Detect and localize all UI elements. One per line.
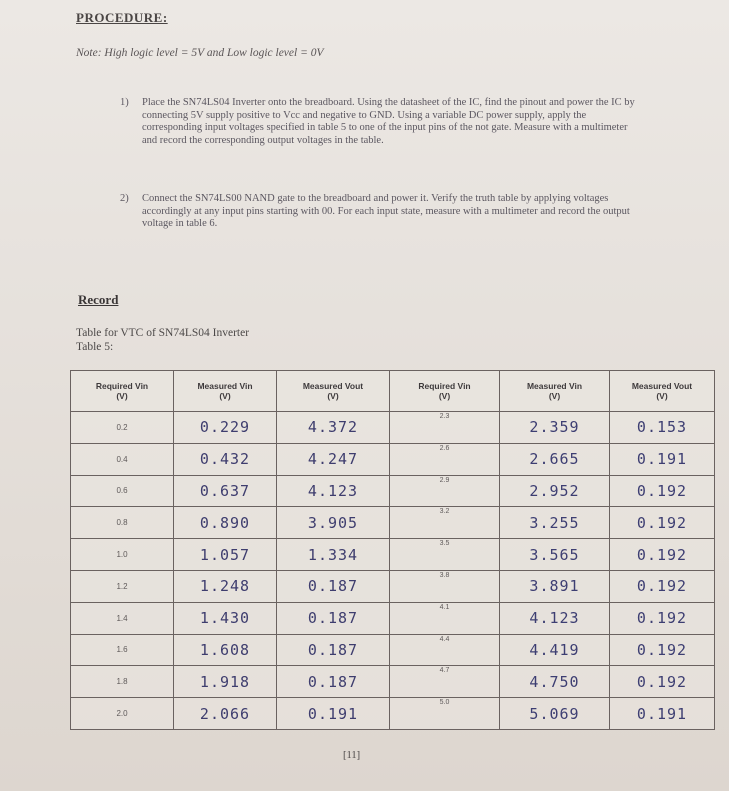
measured-vin-cell: 3.565 <box>500 539 610 571</box>
measured-vout-cell: 0.187 <box>277 602 390 634</box>
measured-vin-cell: 4.750 <box>500 666 610 698</box>
measured-vin-cell: 1.430 <box>174 602 277 634</box>
table-row <box>71 412 715 444</box>
measured-vin-cell: 1.918 <box>174 666 277 698</box>
header-measured-vin-2: Measured Vin (V) <box>500 371 610 412</box>
step-text: Connect the SN74LS00 NAND gate to the breadboard and power it. Verify the truth table by applying voltages accordingly at any input pins starting with 00. For each input state, measure with a multimeter and record the output voltage in table 6. <box>142 193 630 229</box>
measured-vout-cell: 3.905 <box>277 507 390 539</box>
header-measured-vout-1: Measured Vout (V) <box>277 371 390 412</box>
table-row <box>71 602 715 634</box>
required-vin-cell: 3.5 <box>390 539 500 571</box>
table-row <box>71 570 715 602</box>
required-vin-cell: 3.2 <box>390 507 500 539</box>
table-row <box>71 475 715 507</box>
procedure-heading: PROCEDURE: <box>76 10 168 25</box>
measured-vout-cell: 0.192 <box>610 539 715 571</box>
measured-vin-cell: 1.608 <box>174 634 277 666</box>
header-measured-vout-2: Measured Vout (V) <box>610 371 715 412</box>
required-vin-cell: 2.3 <box>390 412 500 444</box>
measured-vout-cell: 0.153 <box>610 412 715 444</box>
required-vin-cell: 0.8 <box>71 507 174 539</box>
table-header-row <box>71 371 715 412</box>
table-row <box>71 507 715 539</box>
table-row <box>71 634 715 666</box>
required-vin-cell: 0.2 <box>71 412 174 444</box>
measured-vin-cell: 4.123 <box>500 602 610 634</box>
required-vin-cell: 2.0 <box>71 698 174 730</box>
measured-vout-cell: 0.192 <box>610 602 715 634</box>
step-text: Place the SN74LS04 Inverter onto the breadboard. Using the datasheet of the IC, find the pinout and power the IC by connecting 5V supply positive to Vcc and negative to GND. Using a variable DC power supply, apply the corresponding input voltages specified in table 5 to one of the input pins of the not gate. Measure with a multimeter and record the corresponding output voltages in the table. <box>142 97 635 146</box>
table-row <box>71 539 715 571</box>
vtc-table <box>70 370 715 730</box>
measured-vin-cell: 0.637 <box>174 475 277 507</box>
required-vin-cell: 1.0 <box>71 539 174 571</box>
measured-vin-cell: 2.359 <box>500 412 610 444</box>
measured-vout-cell: 4.372 <box>277 412 390 444</box>
required-vin-cell: 4.4 <box>390 634 500 666</box>
header-measured-vin-1: Measured Vin (V) <box>174 371 277 412</box>
caption-line-2: Table 5: <box>76 341 114 353</box>
measured-vout-cell: 0.187 <box>277 634 390 666</box>
required-vin-cell: 5.0 <box>390 698 500 730</box>
required-vin-cell: 1.4 <box>71 602 174 634</box>
required-vin-cell: 4.1 <box>390 602 500 634</box>
page-number: [11] <box>343 750 361 761</box>
measured-vout-cell: 4.123 <box>277 475 390 507</box>
measured-vin-cell: 2.066 <box>174 698 277 730</box>
measured-vout-cell: 0.191 <box>277 698 390 730</box>
measured-vin-cell: 3.255 <box>500 507 610 539</box>
measured-vin-cell: 1.057 <box>174 539 277 571</box>
measured-vout-cell: 4.247 <box>277 443 390 475</box>
measured-vin-cell: 0.229 <box>174 412 277 444</box>
required-vin-cell: 1.8 <box>71 666 174 698</box>
measured-vin-cell: 0.432 <box>174 443 277 475</box>
table-caption <box>76 326 249 354</box>
measured-vout-cell: 0.192 <box>610 507 715 539</box>
measured-vout-cell: 0.187 <box>277 570 390 602</box>
required-vin-cell: 0.6 <box>71 475 174 507</box>
measured-vin-cell: 2.665 <box>500 443 610 475</box>
measured-vout-cell: 1.334 <box>277 539 390 571</box>
header-required-vin-2: Required Vin (V) <box>390 371 500 412</box>
measured-vin-cell: 5.069 <box>500 698 610 730</box>
caption-line-1: Table for VTC of SN74LS04 Inverter <box>76 327 250 339</box>
required-vin-cell: 0.4 <box>71 443 174 475</box>
step-number: 1) <box>120 97 129 108</box>
procedure-step-2 <box>120 193 642 231</box>
table-row <box>71 698 715 730</box>
required-vin-cell: 2.9 <box>390 475 500 507</box>
required-vin-cell: 2.6 <box>390 443 500 475</box>
measured-vin-cell: 1.248 <box>174 570 277 602</box>
measured-vin-cell: 2.952 <box>500 475 610 507</box>
measured-vout-cell: 0.187 <box>277 666 390 698</box>
required-vin-cell: 3.8 <box>390 570 500 602</box>
measured-vout-cell: 0.191 <box>610 443 715 475</box>
measured-vin-cell: 3.891 <box>500 570 610 602</box>
record-heading: Record <box>78 292 119 307</box>
measured-vin-cell: 0.890 <box>174 507 277 539</box>
measured-vout-cell: 0.192 <box>610 634 715 666</box>
measured-vin-cell: 4.419 <box>500 634 610 666</box>
table-row <box>71 666 715 698</box>
logic-level-note: Note: High logic level = 5V and Low logic level = 0V <box>76 47 324 59</box>
step-number: 2) <box>120 193 129 204</box>
required-vin-cell: 1.6 <box>71 634 174 666</box>
required-vin-cell: 1.2 <box>71 570 174 602</box>
required-vin-cell: 4.7 <box>390 666 500 698</box>
procedure-step-1 <box>120 97 642 147</box>
table-row <box>71 443 715 475</box>
measured-vout-cell: 0.191 <box>610 698 715 730</box>
measured-vout-cell: 0.192 <box>610 666 715 698</box>
header-required-vin-1: Required Vin (V) <box>71 371 174 412</box>
measured-vout-cell: 0.192 <box>610 475 715 507</box>
measured-vout-cell: 0.192 <box>610 570 715 602</box>
